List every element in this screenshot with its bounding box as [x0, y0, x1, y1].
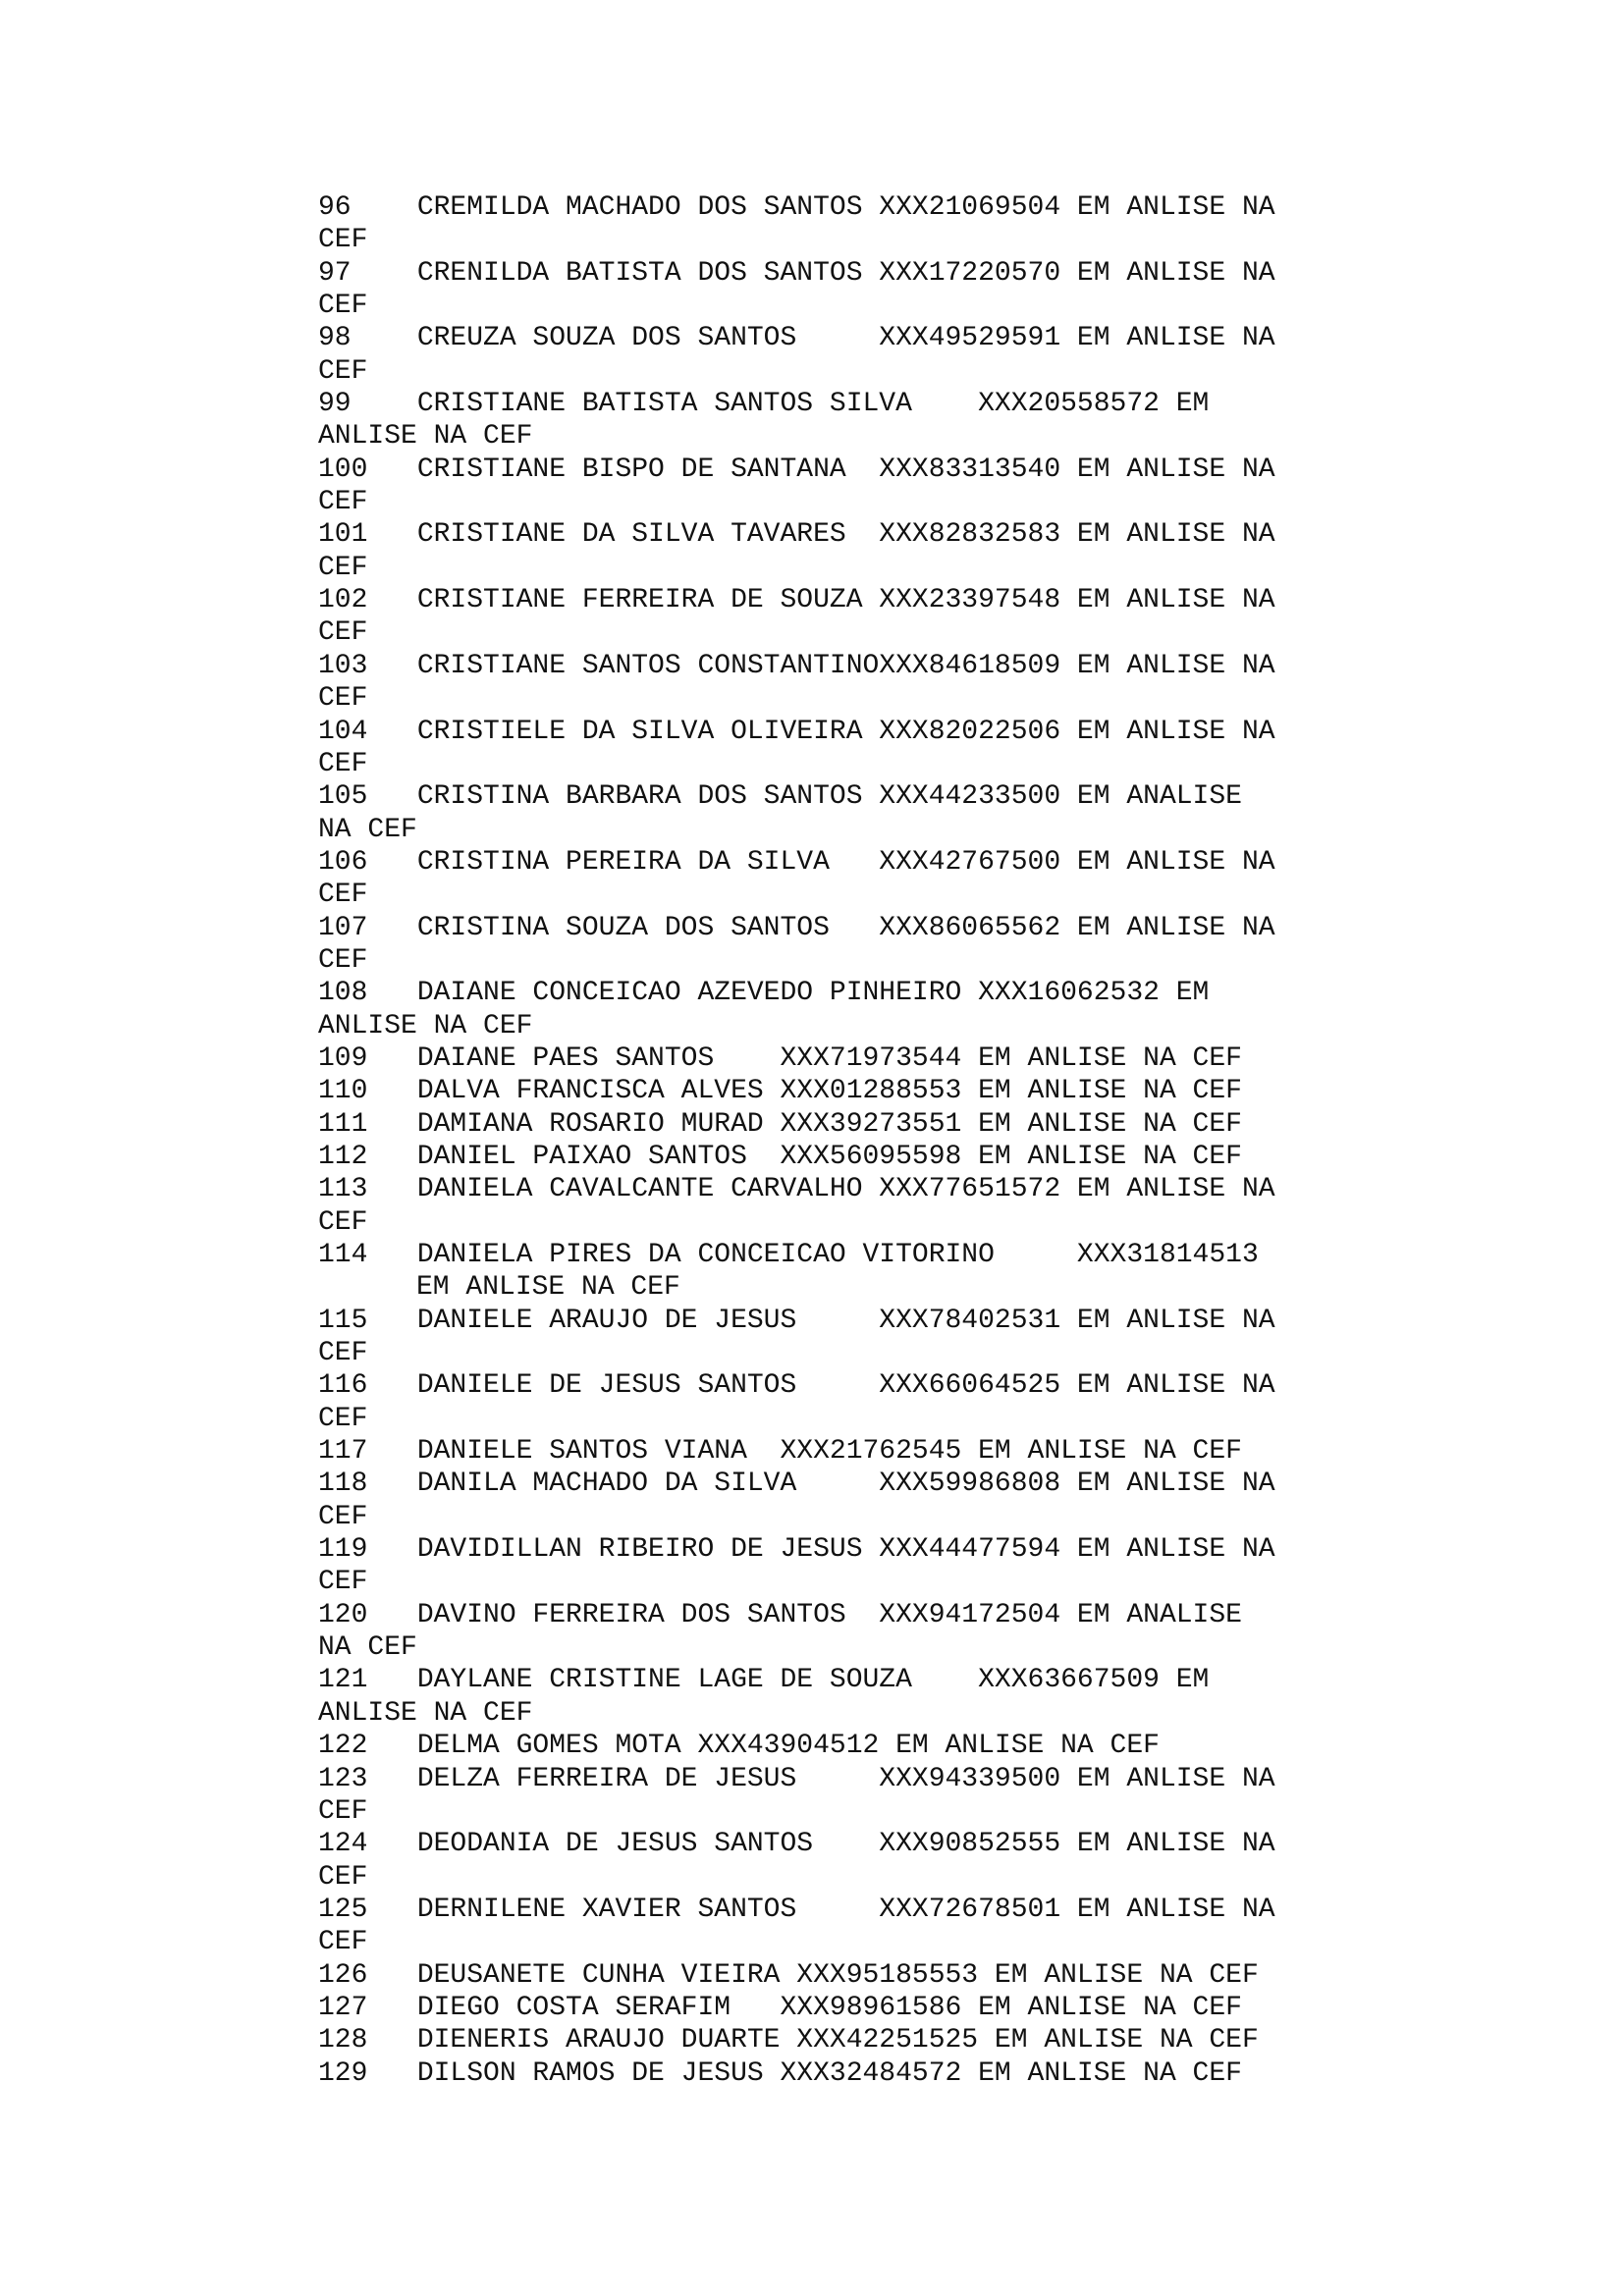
text-line: CEF	[318, 748, 368, 779]
text-line: 105 CRISTINA BARBARA DOS SANTOS XXX44233500 EM ANALISE	[318, 781, 1242, 813]
text-line: CEF	[318, 944, 368, 976]
text-line: 108 DAIANE CONCEICAO AZEVEDO PINHEIRO XXX16062532 EM	[318, 978, 1210, 1009]
text-line: 109 DAIANE PAES SANTOS XXX71973544 EM ANLISE NA CEF	[318, 1042, 1242, 1074]
text-line: 124 DEODANIA DE JESUS SANTOS XXX90852555 EM ANLISE NA	[318, 1829, 1275, 1860]
text-line: 114 DANIELA PIRES DA CONCEICAO VITORINO XXX31814513	[318, 1240, 1259, 1270]
text-line: CEF	[318, 1206, 368, 1238]
text-line: 111 DAMIANA ROSARIO MURAD XXX39273551 EM ANLISE NA CEF	[318, 1108, 1242, 1140]
text-line: 118 DANILA MACHADO DA SILVA XXX59986808 EM ANLISE NA	[318, 1468, 1275, 1500]
text-line: 99 CRISTIANE BATISTA SANTOS SILVA XXX20558572 EM	[318, 389, 1210, 420]
text-line: 115 DANIELE ARAUJO DE JESUS XXX78402531 EM ANLISE NA	[318, 1305, 1275, 1336]
text-line: CEF	[318, 487, 368, 518]
text-line: 127 DIEGO COSTA SERAFIM XXX98961586 EM ANLISE NA CEF	[318, 1992, 1242, 2023]
text-line: CEF	[318, 552, 368, 583]
text-line: 102 CRISTIANE FERREIRA DE SOUZA XXX23397548 EM ANLISE NA	[318, 585, 1275, 616]
text-line: 110 DALVA FRANCISCA ALVES XXX01288553 EM ANLISE NA CEF	[318, 1076, 1242, 1107]
text-line: NA CEF	[318, 814, 417, 845]
text-line: CEF	[318, 1861, 368, 1893]
text-line: EM ANLISE NA CEF	[416, 1272, 680, 1304]
text-line: 123 DELZA FERREIRA DE JESUS XXX94339500 EM ANLISE NA	[318, 1763, 1275, 1794]
text-line: 125 DERNILENE XAVIER SANTOS XXX72678501 EM ANLISE NA	[318, 1894, 1275, 1925]
text-line: CEF	[318, 1567, 368, 1598]
text-line: 119 DAVIDILLAN RIBEIRO DE JESUS XXX44477594 EM ANLISE NA	[318, 1534, 1275, 1566]
text-line: ANLISE NA CEF	[318, 421, 533, 453]
text-line: CEF	[318, 291, 368, 322]
text-line: CEF	[318, 1927, 368, 1958]
text-line: CEF	[318, 1338, 368, 1369]
text-line: CEF	[318, 225, 368, 256]
text-line: 128 DIENERIS ARAUJO DUARTE XXX42251525 EM ANLISE NA CEF	[318, 2025, 1259, 2056]
text-line: NA CEF	[318, 1632, 417, 1664]
text-line: CEF	[318, 683, 368, 715]
text-line: 117 DANIELE SANTOS VIANA XXX21762545 EM ANLISE NA CEF	[318, 1436, 1242, 1468]
text-line: 97 CRENILDA BATISTA DOS SANTOS XXX17220570 EM ANLISE NA	[318, 257, 1275, 289]
text-line: 104 CRISTIELE DA SILVA OLIVEIRA XXX82022506 EM ANLISE NA	[318, 716, 1275, 747]
text-line: 121 DAYLANE CRISTINE LAGE DE SOUZA XXX63667509 EM	[318, 1665, 1210, 1696]
text-line: 98 CREUZA SOUZA DOS SANTOS XXX49529591 EM ANLISE NA	[318, 323, 1275, 354]
text-line: CEF	[318, 355, 368, 387]
text-line: 122 DELMA GOMES MOTA XXX43904512 EM ANLISE NA CEF	[318, 1731, 1160, 1762]
text-line: 129 DILSON RAMOS DE JESUS XXX32484572 EM ANLISE NA CEF	[318, 2057, 1242, 2089]
text-line: 120 DAVINO FERREIRA DOS SANTOS XXX94172504 EM ANALISE	[318, 1599, 1242, 1630]
text-line: 103 CRISTIANE SANTOS CONSTANTINOXXX84618509 EM ANLISE NA	[318, 650, 1275, 681]
text-line: 126 DEUSANETE CUNHA VIEIRA XXX95185553 EM ANLISE NA CEF	[318, 1959, 1259, 1991]
text-line: ANLISE NA CEF	[318, 1010, 533, 1041]
text-line: 100 CRISTIANE BISPO DE SANTANA XXX83313540 EM ANLISE NA	[318, 454, 1275, 485]
text-line: 101 CRISTIANE DA SILVA TAVARES XXX82832583 EM ANLISE NA	[318, 519, 1275, 551]
text-line: 107 CRISTINA SOUZA DOS SANTOS XXX86065562 EM ANLISE NA	[318, 912, 1275, 943]
text-lines	[318, 191, 1595, 2090]
text-line: CEF	[318, 617, 368, 649]
text-line: 116 DANIELE DE JESUS SANTOS XXX66064525 EM ANLISE NA	[318, 1370, 1275, 1402]
text-line: CEF	[318, 1501, 368, 1532]
text-line: CEF	[318, 880, 368, 911]
text-line: 112 DANIEL PAIXAO SANTOS XXX56095598 EM ANLISE NA CEF	[318, 1141, 1242, 1172]
text-line: 106 CRISTINA PEREIRA DA SILVA XXX42767500 EM ANLISE NA	[318, 846, 1275, 878]
text-line: 113 DANIELA CAVALCANTE CARVALHO XXX77651572 EM ANLISE NA	[318, 1174, 1275, 1205]
text-line: ANLISE NA CEF	[318, 1697, 533, 1729]
text-line: 96 CREMILDA MACHADO DOS SANTOS XXX21069504 EM ANLISE NA	[318, 192, 1275, 223]
text-line: CEF	[318, 1403, 368, 1434]
text-line: CEF	[318, 1795, 368, 1827]
